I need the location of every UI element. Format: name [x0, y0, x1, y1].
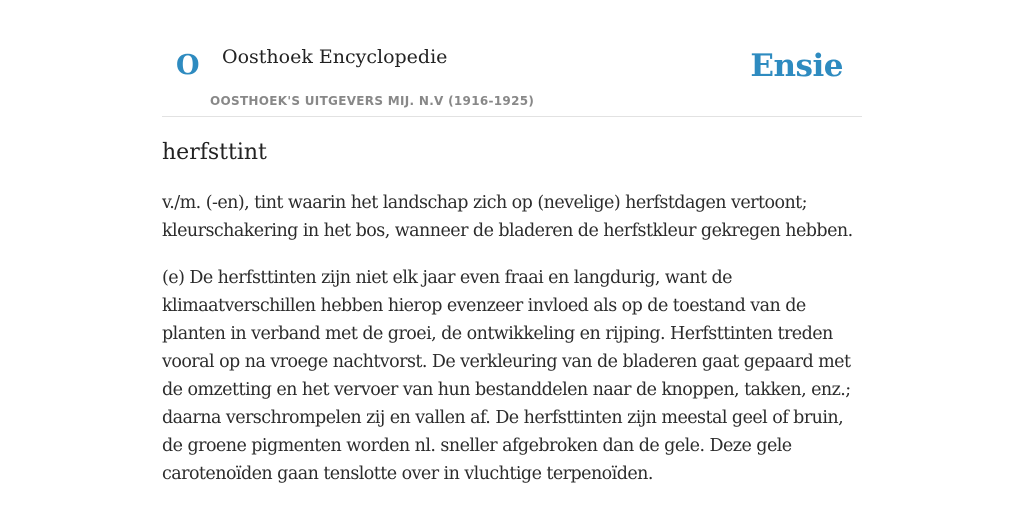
site-header: [162, 0, 862, 117]
body-line: (e) De herfsttinten zijn niet elk jaar even fraai en langdurig, want de: [162, 267, 732, 288]
oosthoek-logo[interactable]: O: [176, 50, 200, 81]
body-line: daarna verschrompelen zij en vallen af. De herfsttinten zijn meestal geel of bruin,: [162, 407, 844, 428]
entry-body: [162, 264, 862, 488]
entry-definition: [162, 189, 862, 245]
body-line: vooral op na vroege nachtvorst. De verkleuring van de bladeren gaat gepaard met: [162, 351, 851, 372]
site-title[interactable]: Oosthoek Encyclopedie: [222, 46, 448, 68]
entry-title: herfsttint: [162, 140, 267, 165]
body-line: de omzetting en het vervoer van hun bestanddelen naar de knoppen, takken, enz.;: [162, 379, 851, 400]
body-line: de groene pigmenten worden nl. sneller afgebroken dan de gele. Deze gele: [162, 435, 792, 456]
body-line: planten in verband met de groei, de ontwikkeling en rijping. Herfsttinten treden: [162, 323, 833, 344]
body-line: klimaatverschillen hebben hierop evenzeer invloed als op de toestand van de: [162, 295, 806, 316]
entry-content: [162, 138, 862, 507]
definition-line: kleurschakering in het bos, wanneer de bladeren de herfstkleur gekregen hebben.: [162, 220, 853, 241]
publisher-subtitle: OOSTHOEK'S UITGEVERS MIJ. N.V (1916-1925): [210, 94, 535, 108]
ensie-brand-logo[interactable]: Ensie: [750, 48, 843, 84]
definition-line: v./m. (-en), tint waarin het landschap zich op (nevelige) herfstdagen vertoont;: [162, 192, 807, 213]
body-line: carotenoïden gaan tenslotte over in vluchtige terpenoïden.: [162, 463, 653, 484]
